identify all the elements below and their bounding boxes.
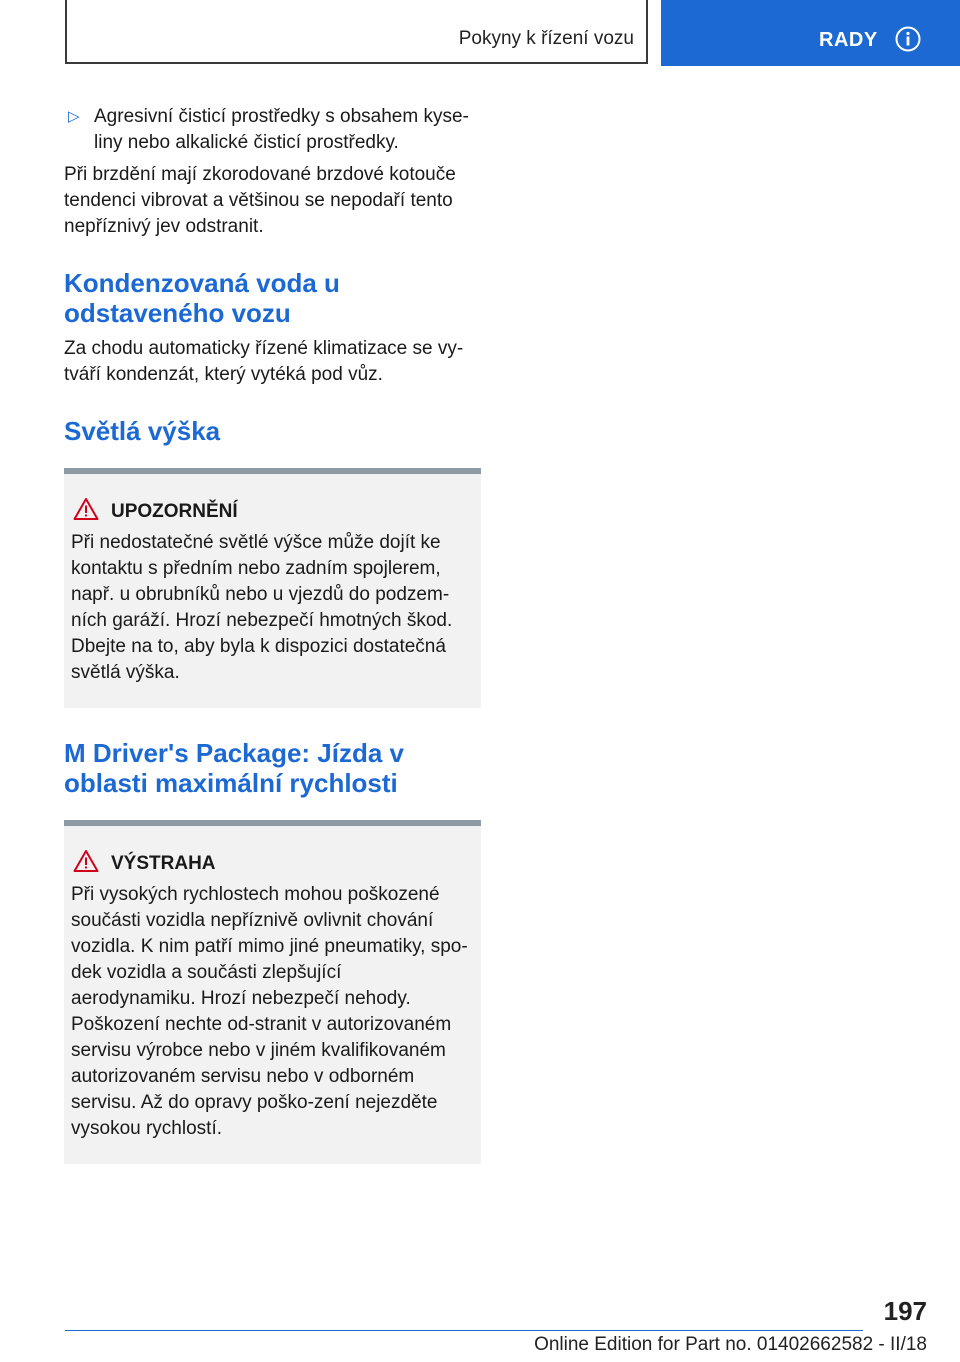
info-circle-icon[interactable] <box>895 26 921 52</box>
paragraph-condensed-water: Za chodu automaticky řízené klimatizace se vy-tváří kondenzát, který vytéká pod vůz. <box>64 338 464 385</box>
header-chapter-tab[interactable] <box>661 0 960 66</box>
header-section-title: Pokyny k řízení vozu <box>458 28 634 49</box>
list-item <box>64 104 481 156</box>
header-chapter-label: RADY <box>819 29 878 51</box>
warning-triangle-icon <box>73 849 99 873</box>
paragraph-brake-discs: Při brzdění mají zkorodované brzdové kotouče tendenci vibrovat a většinou se nepodaří tento nepříznivý jev odstranit. <box>64 164 456 237</box>
header-section-box <box>65 0 648 64</box>
content-column <box>64 104 481 1164</box>
warning-box-notice <box>64 468 481 708</box>
heading-ground-clearance: Světlá výška <box>64 416 221 446</box>
footer-divider <box>65 1330 863 1331</box>
warning-title: UPOZORNĚNÍ <box>111 501 238 522</box>
footer-edition: Online Edition for Part no. 01402662582 - II/18 <box>534 1334 927 1355</box>
warning-text: Při nedostatečné světlé výšce může dojít ke kontaktu s předním nebo zadním spojlerem, např. u obrubníků nebo u vjezdů do podzem-ních garáží. Hrozí nebezpečí hmotných škod. Dbejte na to, aby byla k dispozici dostatečná světlá výška. <box>71 532 453 683</box>
warning-box-danger <box>64 820 481 1164</box>
list-item-text: Agresivní čisticí prostředky s obsahem kyse-liny nebo alkalické čisticí prostředky. <box>94 106 469 153</box>
heading-max-speed: M Driver's Package: Jízda v oblasti maximální rychlosti <box>64 738 405 798</box>
triangle-bullet-icon: ▷ <box>68 108 80 125</box>
page-number: 197 <box>883 1296 927 1326</box>
warning-triangle-icon <box>73 497 99 521</box>
warning-text: Při vysokých rychlostech mohou poškozené součásti vozidla nepříznivě ovlivnit chování vozidla. K nim patří mimo jiné pneumatiky, spo-dek vozidla a součásti zlepšující aerodynamiku. Hrozí nebezpečí nehody. Poškození nechte od-stranit v autorizovaném servisu výrobce nebo v jiném kvalifikovaném autorizovaném servisu nebo v odborném servisu. Až do opravy poško-zení nejezděte vysokou rychlostí. <box>71 884 468 1139</box>
warning-title: VÝSTRAHA <box>111 853 216 874</box>
heading-condensed-water: Kondenzovaná voda u odstaveného vozu <box>64 268 340 328</box>
